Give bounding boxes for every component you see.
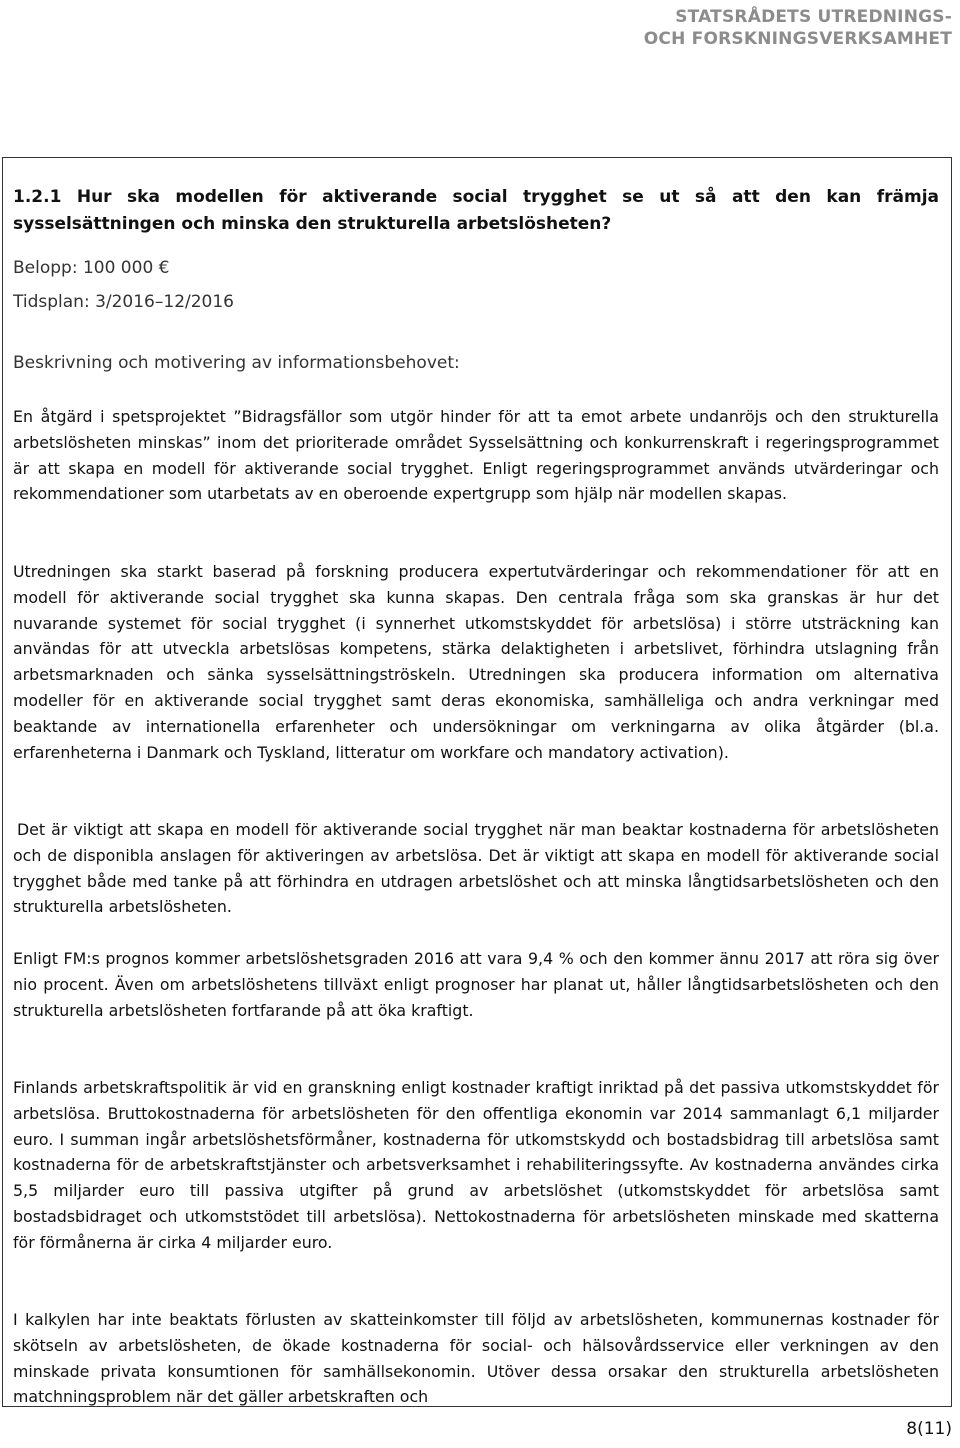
subheading: Beskrivning och motivering av informationsbehovet: <box>13 353 460 373</box>
paragraph-3: Det är viktigt att skapa en modell för aktiverande social trygghet när man beaktar kostnaderna för arbetslösheten och de disponibla anslagen för aktiveringen av arbetslösa. Det är viktigt att skapa en modell för aktiverande social trygghet både med tanke på att förhindra en utdragen arbetslöshet och att minska långtidsarbetslösheten och den strukturella arbetslösheten. <box>13 820 939 917</box>
header-brand-line2: OCH FORSKNINGSVERKSAMHET <box>643 29 952 49</box>
amount-line: Belopp: 100 000 € <box>13 258 170 278</box>
header-brand-line1: STATSRÅDETS UTREDNINGS- <box>675 7 952 27</box>
schedule-line: Tidsplan: 3/2016–12/2016 <box>13 292 234 312</box>
page-number: 8(11) <box>906 1419 952 1439</box>
paragraph-2: Utredningen ska starkt baserad på forskning producera expertutvärderingar och rekommendationer för att en modell för aktiverande social trygghet ska kunna skapas. Den centrala fråga som ska granskas är hur det nuvarande systemet för social trygghet (i synnerhet utkomstskyddet för arbetslösa) i större utsträckning kan användas för att utveckla arbetslösas kompetens, stärka delaktigheten i arbetslivet, förhindra utslagning från arbetsmarknaden och sänka sysselsättningströskeln. Utredningen ska producera information om alternativa modeller för en aktiverande social trygghet samt deras ekonomiska, samhälleliga och andra verkningar med beaktande av internationella erfarenheter och undersökningar om verkningarna av olika åtgärder (bl.a. erfarenheterna i Danmark och Tyskland, litteratur om workfare och mandatory activation). <box>13 562 939 762</box>
section-heading: 1.2.1 Hur ska modellen för aktiverande social trygghet se ut så att den kan främja sysselsättningen och minska den strukturella arbetslösheten? <box>13 187 939 234</box>
paragraph-6: I kalkylen har inte beaktats förlusten av skatteinkomster till följd av arbetslösheten, kommunernas kostnader för skötseln av arbetslösheten, de ökade kostnaderna för social- och hälsovårdsservice eller verkningen av den minskade privata konsumtionen för samhällsekonomin. Utöver dessa orsakar den strukturella arbetslösheten matchningsproblem när det gäller arbetskraften och <box>13 1310 939 1407</box>
content-box <box>2 157 952 1407</box>
paragraph-4: Enligt FM:s prognos kommer arbetslöshetsgraden 2016 att vara 9,4 % och den kommer ännu 2017 att röra sig över nio procent. Även om arbetslöshetens tillväxt enligt prognoser har planat ut, håller långtidsarbetslösheten och den strukturella arbetslösheten fortfarande på att öka kraftigt. <box>13 949 939 1020</box>
paragraph-5: Finlands arbetskraftspolitik är vid en granskning enligt kostnader kraftigt inriktad på det passiva utkomstskyddet för arbetslösa. Bruttokostnaderna för arbetslösheten för den offentliga ekonomin var 2014 sammanlagt 6,1 miljarder euro. I summan ingår arbetslöshetsförmåner, kostnaderna för utkomstskydd och bostadsbidrag till arbetslösa samt kostnaderna för de arbetskraftstjänster och arbetsverksamhet i rehabiliteringssyfte. Av kostnaderna användes cirka 5,5 miljarder euro till passiva utgifter på grund av arbetslöshet (utkomstskyddet för arbetslösa samt bostadsbidraget och utkomststödet till arbetslösa). Nettokostnaderna för arbetslösheten minskade med skatterna för förmånerna är cirka 4 miljarder euro. <box>13 1078 939 1252</box>
paragraph-1: En åtgärd i spetsprojektet ”Bidragsfällor som utgör hinder för att ta emot arbete undanröjs och den strukturella arbetslösheten minskas” inom det prioriterade området Sysselsättning och konkurrenskraft i regeringsprogrammet är att skapa en modell för aktiverande social trygghet. Enligt regeringsprogrammet används utvärderingar och rekommendationer som utarbetats av en oberoende expertgrupp som hjälp när modellen skapas. <box>13 407 939 504</box>
header-brand <box>644 6 952 50</box>
